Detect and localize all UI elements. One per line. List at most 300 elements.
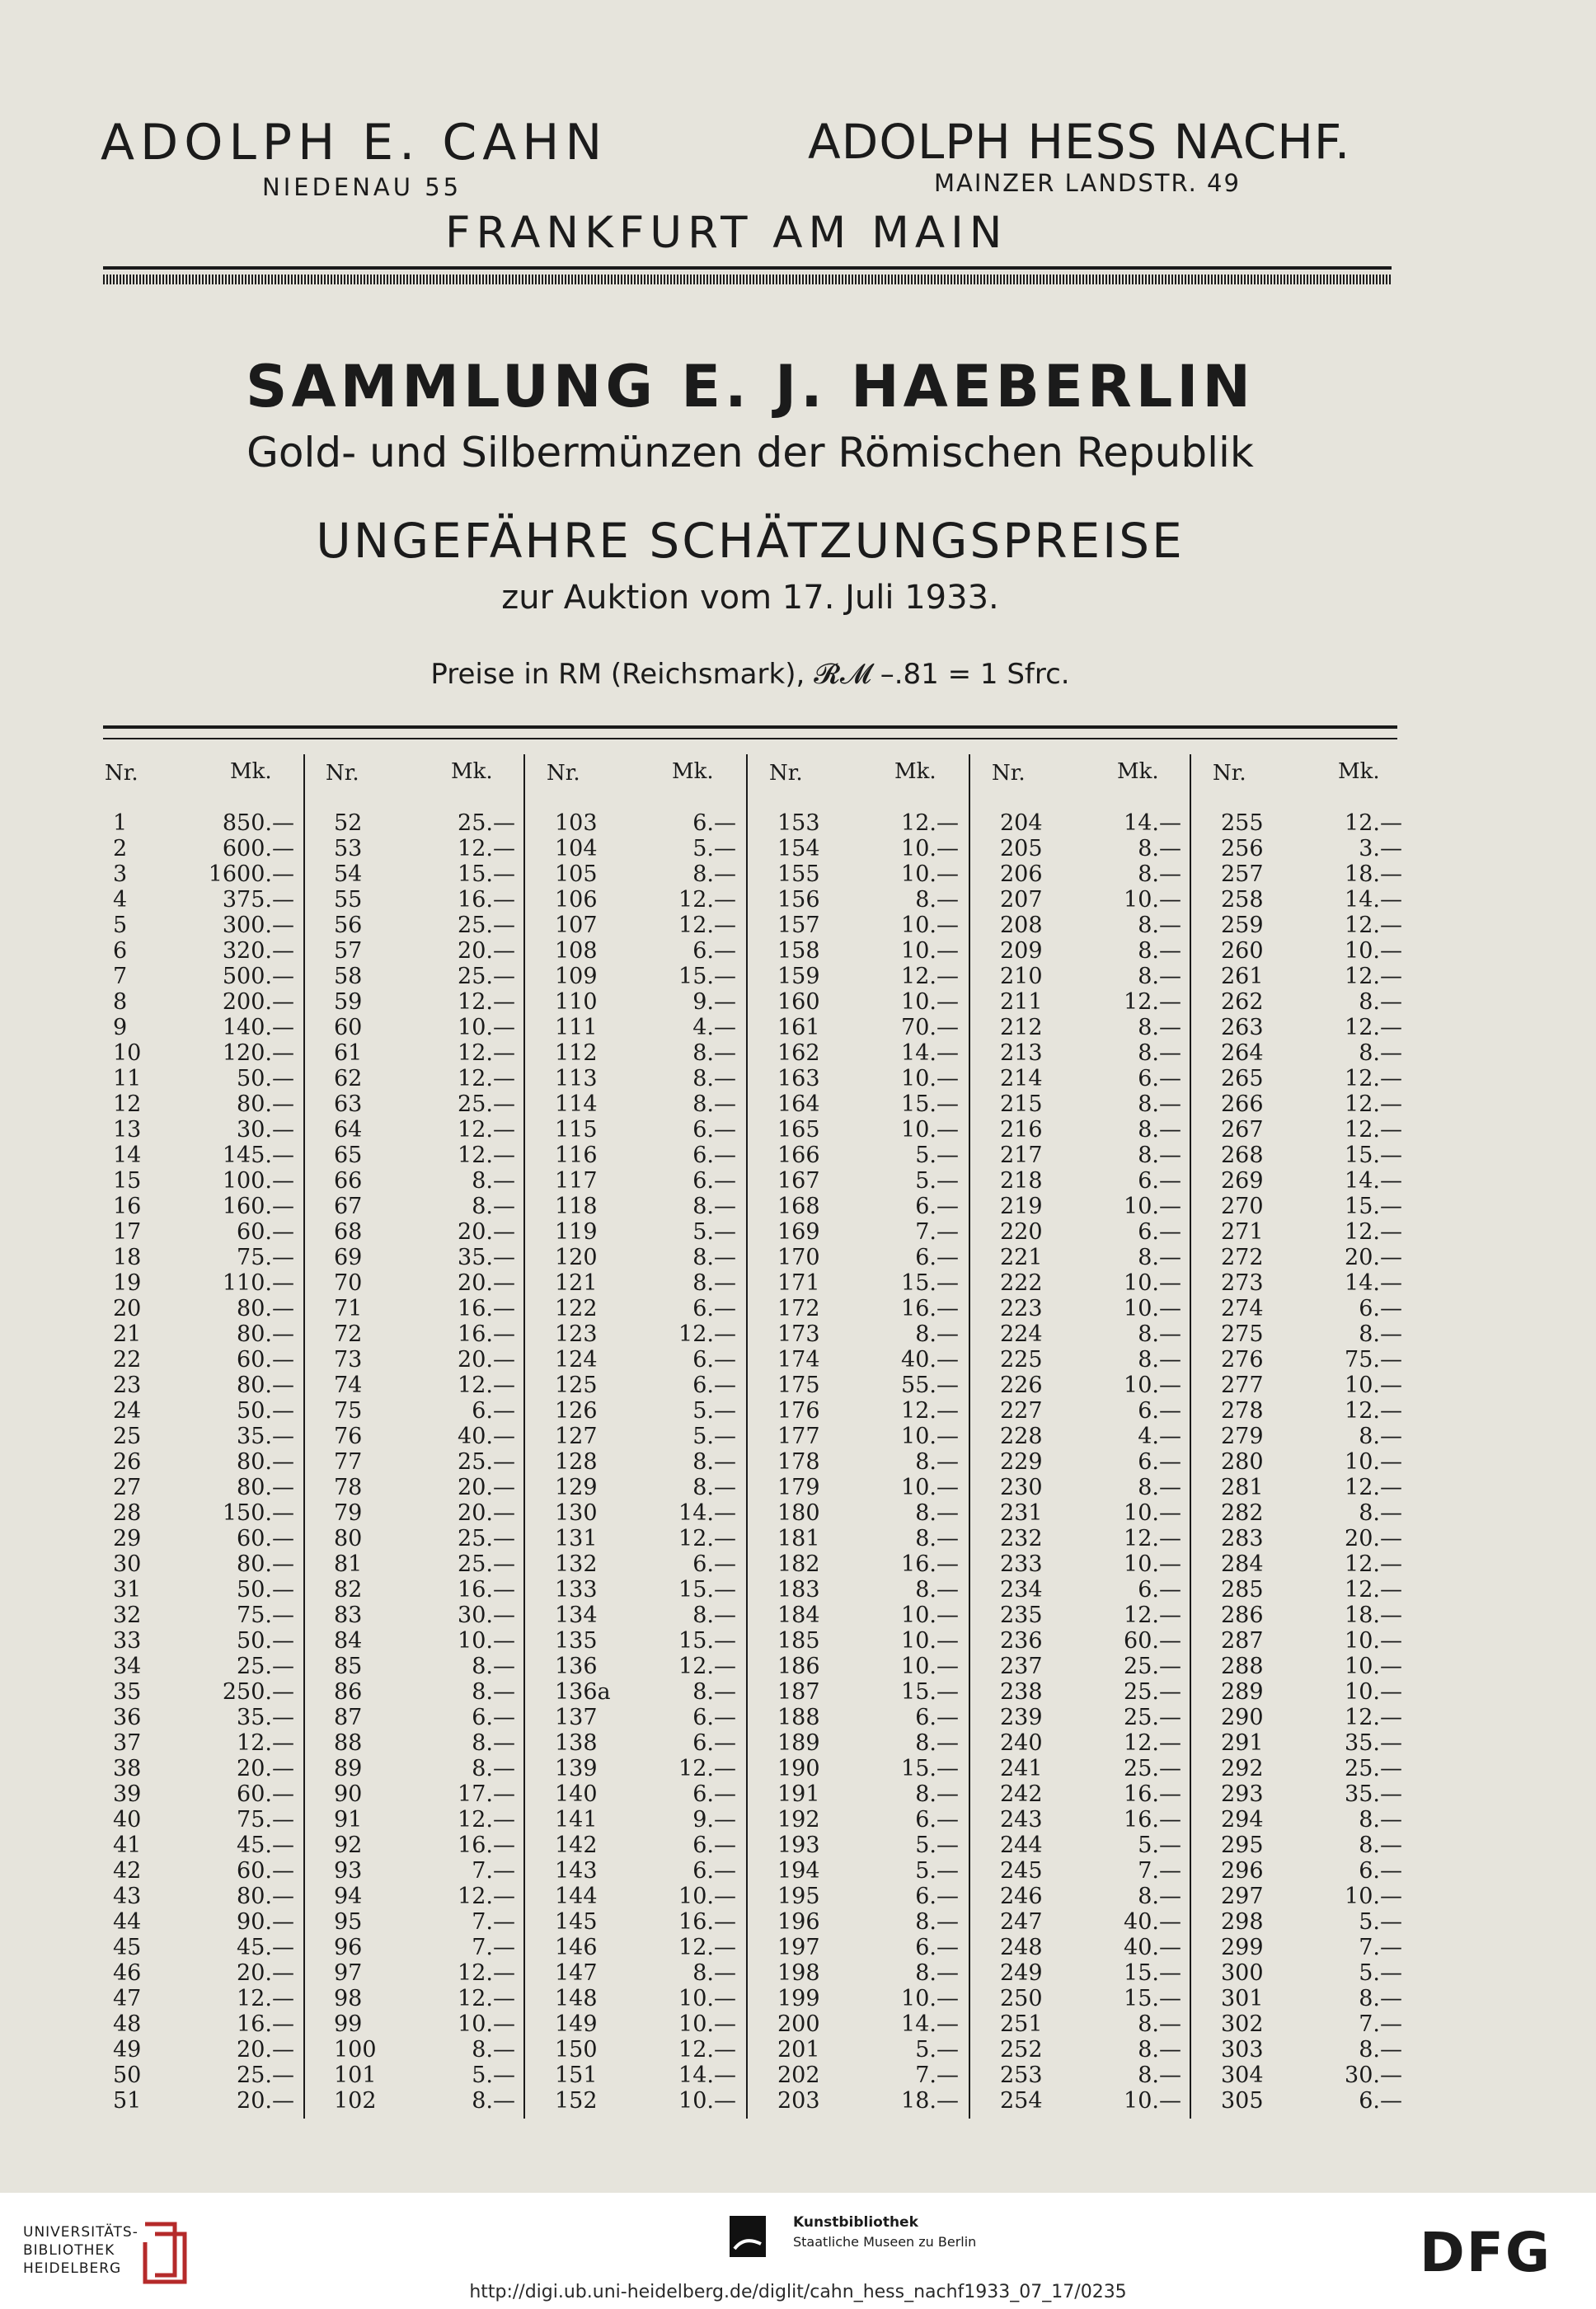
- lot-number: 252: [1000, 2037, 1043, 2063]
- column-header-nr: Nr.: [992, 761, 1026, 786]
- lot-number: 248: [1000, 1935, 1043, 1960]
- lot-price: 50.—: [237, 1577, 294, 1603]
- lot-number: 144: [555, 1884, 598, 1909]
- lot-number: 61: [334, 1040, 363, 1066]
- lot-price: 5.—: [692, 1424, 736, 1449]
- lot-number: 90: [334, 1781, 363, 1807]
- lot-price: 25.—: [458, 1551, 515, 1577]
- lot-price: 8.—: [1359, 1500, 1402, 1526]
- lot-price: 8.—: [1359, 989, 1402, 1015]
- lot-number: 123: [555, 1321, 598, 1347]
- lot-price: 35.—: [237, 1424, 294, 1449]
- lot-price: 6.—: [692, 1373, 736, 1398]
- lot-price: 6.—: [1138, 1449, 1181, 1475]
- lot-number: 38: [113, 1756, 142, 1781]
- lot-price: 8.—: [692, 1245, 736, 1270]
- lot-number: 34: [113, 1654, 142, 1679]
- lot-price: 6.—: [1359, 1858, 1402, 1884]
- lot-price: 7.—: [472, 1935, 515, 1960]
- lot-number: 66: [334, 1168, 363, 1194]
- lot-price: 9.—: [692, 989, 736, 1015]
- lot-number: 177: [777, 1424, 820, 1449]
- right-firm-address: MAINZER LANDSTR. 49: [934, 169, 1241, 197]
- header-rule: [103, 266, 1392, 270]
- lot-number: 115: [555, 1117, 598, 1143]
- lot-number: 110: [555, 989, 598, 1015]
- lot-price: 200.—: [222, 989, 294, 1015]
- lot-number: 57: [334, 938, 363, 964]
- lot-price: 60.—: [1124, 1628, 1181, 1654]
- lot-price: 8.—: [915, 1781, 959, 1807]
- lot-price: 8.—: [915, 1909, 959, 1935]
- lot-number: 28: [113, 1500, 142, 1526]
- lot-number: 205: [1000, 836, 1043, 861]
- column-header-mk: Mk.: [894, 759, 936, 784]
- lot-number: 49: [113, 2037, 142, 2063]
- lot-number: 290: [1221, 1705, 1264, 1730]
- lot-price: 6.—: [915, 1807, 959, 1833]
- lot-number: 45: [113, 1935, 142, 1960]
- lot-price: 6.—: [1138, 1219, 1181, 1245]
- city: FRANKFURT AM MAIN: [445, 208, 1008, 258]
- lot-price: 15.—: [678, 964, 736, 989]
- lot-number: 136a: [555, 1679, 611, 1705]
- lot-price: 8.—: [1138, 1117, 1181, 1143]
- lot-number: 77: [334, 1449, 363, 1475]
- lot-price: 10.—: [901, 1628, 959, 1654]
- lot-price: 20.—: [237, 2037, 294, 2063]
- lot-number: 84: [334, 1628, 363, 1654]
- lot-price: 16.—: [458, 1577, 515, 1603]
- lot-number: 274: [1221, 1296, 1264, 1321]
- lot-number: 185: [777, 1628, 820, 1654]
- lot-number: 18: [113, 1245, 142, 1270]
- lot-number: 222: [1000, 1270, 1043, 1296]
- lot-price: 6.—: [1359, 2088, 1402, 2114]
- price-table: [103, 754, 1402, 2114]
- lot-price: 10.—: [901, 836, 959, 861]
- lot-number: 219: [1000, 1194, 1043, 1219]
- lot-number: 109: [555, 964, 598, 989]
- lot-price: 8.—: [1138, 1884, 1181, 1909]
- lot-price: 12.—: [1345, 1066, 1402, 1091]
- lot-price: 6.—: [915, 1705, 959, 1730]
- lot-number: 55: [334, 887, 363, 913]
- lot-number: 100: [334, 2037, 377, 2063]
- lot-number: 158: [777, 938, 820, 964]
- lot-price: 12.—: [458, 1807, 515, 1833]
- lot-price: 25.—: [458, 810, 515, 836]
- lot-price: 70.—: [901, 1015, 959, 1040]
- lot-price: 16.—: [458, 1833, 515, 1858]
- lot-price: 8.—: [1138, 2037, 1181, 2063]
- lot-price: 10.—: [458, 2011, 515, 2037]
- lot-number: 101: [334, 2063, 377, 2088]
- lot-number: 258: [1221, 887, 1264, 913]
- lot-price: 5.—: [1138, 1833, 1181, 1858]
- lot-price: 8.—: [915, 887, 959, 913]
- lot-number: 146: [555, 1935, 598, 1960]
- lot-number: 284: [1221, 1551, 1264, 1577]
- lot-price: 16.—: [458, 887, 515, 913]
- lot-price: 80.—: [237, 1373, 294, 1398]
- lot-price: 5.—: [915, 1833, 959, 1858]
- lot-price: 50.—: [237, 1628, 294, 1654]
- lot-number: 139: [555, 1756, 598, 1781]
- lot-price: 10.—: [901, 913, 959, 938]
- lot-number: 164: [777, 1091, 820, 1117]
- lot-number: 114: [555, 1091, 598, 1117]
- lot-price: 8.—: [472, 1756, 515, 1781]
- lot-number: 293: [1221, 1781, 1264, 1807]
- lot-number: 297: [1221, 1884, 1264, 1909]
- lot-price: 6.—: [692, 1117, 736, 1143]
- lot-price: 25.—: [458, 1526, 515, 1551]
- lot-number: 191: [777, 1781, 820, 1807]
- lot-price: 40.—: [458, 1424, 515, 1449]
- lot-price: 100.—: [222, 1168, 294, 1194]
- lot-number: 7: [113, 964, 128, 989]
- header-rule-hatched: [103, 275, 1392, 284]
- lot-number: 208: [1000, 913, 1043, 938]
- lot-number: 178: [777, 1449, 820, 1475]
- column-header-mk: Mk.: [672, 759, 714, 784]
- lot-price: 12.—: [1345, 1577, 1402, 1603]
- lot-number: 111: [555, 1015, 598, 1040]
- lot-number: 5: [113, 913, 128, 938]
- lot-number: 143: [555, 1858, 598, 1884]
- lot-price: 6.—: [692, 1730, 736, 1756]
- lot-number: 283: [1221, 1526, 1264, 1551]
- lot-number: 69: [334, 1245, 363, 1270]
- lot-price: 17.—: [458, 1781, 515, 1807]
- lot-number: 294: [1221, 1807, 1264, 1833]
- column-header-nr: Nr.: [105, 761, 138, 786]
- lot-price: 12.—: [1345, 1015, 1402, 1040]
- lot-price: 12.—: [1345, 1117, 1402, 1143]
- lot-number: 279: [1221, 1424, 1264, 1449]
- lot-price: 5.—: [915, 1168, 959, 1194]
- auction-date: zur Auktion vom 17. Juli 1933.: [501, 579, 999, 617]
- lot-number: 287: [1221, 1628, 1264, 1654]
- lot-number: 289: [1221, 1679, 1264, 1705]
- lot-price: 8.—: [1138, 1015, 1181, 1040]
- lot-number: 46: [113, 1960, 142, 1986]
- lot-number: 124: [555, 1347, 598, 1373]
- lot-number: 79: [334, 1500, 363, 1526]
- lot-price: 30.—: [237, 1117, 294, 1143]
- lot-number: 268: [1221, 1143, 1264, 1168]
- lot-number: 292: [1221, 1756, 1264, 1781]
- column-header-mk: Mk.: [230, 759, 272, 784]
- prices-note: Preise in RM (Reichsmark), 𝓡𝓜 –.81 = 1 Sfrc.: [430, 658, 1070, 691]
- lot-price: 120.—: [222, 1040, 294, 1066]
- lot-price: 8.—: [692, 1270, 736, 1296]
- collection-subtitle: Gold- und Silbermünzen der Römischen Republik: [246, 429, 1254, 476]
- lot-number: 221: [1000, 1245, 1043, 1270]
- lot-price: 25.—: [458, 913, 515, 938]
- lot-price: 6.—: [692, 1143, 736, 1168]
- lot-price: 6.—: [692, 1781, 736, 1807]
- lot-number: 217: [1000, 1143, 1043, 1168]
- ub-line-1: UNIVERSITÄTS-: [23, 2224, 138, 2241]
- lot-number: 127: [555, 1424, 598, 1449]
- lot-number: 121: [555, 1270, 598, 1296]
- lot-number: 298: [1221, 1909, 1264, 1935]
- lot-price: 20.—: [458, 938, 515, 964]
- lot-number: 68: [334, 1219, 363, 1245]
- lot-number: 263: [1221, 1015, 1264, 1040]
- lot-price: 12.—: [901, 1398, 959, 1424]
- lot-price: 10.—: [1124, 887, 1181, 913]
- lot-price: 12.—: [1345, 1551, 1402, 1577]
- lot-price: 8.—: [915, 1449, 959, 1475]
- lot-number: 169: [777, 1219, 820, 1245]
- lot-number: 71: [334, 1296, 363, 1321]
- lot-price: 850.—: [222, 810, 294, 836]
- lot-number: 220: [1000, 1219, 1043, 1245]
- lot-number: 39: [113, 1781, 142, 1807]
- lot-price: 8.—: [1138, 938, 1181, 964]
- lot-number: 6: [113, 938, 128, 964]
- lot-number: 60: [334, 1015, 363, 1040]
- lot-number: 92: [334, 1833, 363, 1858]
- lot-price: 8.—: [1138, 964, 1181, 989]
- lot-price: 8.—: [692, 1040, 736, 1066]
- lot-price: 15.—: [1124, 1960, 1181, 1986]
- lot-number: 210: [1000, 964, 1043, 989]
- lot-price: 8.—: [472, 1730, 515, 1756]
- lot-number: 44: [113, 1909, 142, 1935]
- lot-number: 224: [1000, 1321, 1043, 1347]
- lot-number: 80: [334, 1526, 363, 1551]
- lot-number: 182: [777, 1551, 820, 1577]
- lot-number: 187: [777, 1679, 820, 1705]
- lot-number: 35: [113, 1679, 142, 1705]
- lot-number: 226: [1000, 1373, 1043, 1398]
- lot-price: 25.—: [1124, 1679, 1181, 1705]
- right-firm-name: ADOLPH HESS NACHF.: [808, 114, 1351, 170]
- lot-number: 225: [1000, 1347, 1043, 1373]
- lot-number: 17: [113, 1219, 142, 1245]
- lot-number: 275: [1221, 1321, 1264, 1347]
- lot-number: 243: [1000, 1807, 1043, 1833]
- lot-number: 172: [777, 1296, 820, 1321]
- lot-price: 25.—: [1124, 1756, 1181, 1781]
- lot-number: 266: [1221, 1091, 1264, 1117]
- column-header-nr: Nr.: [1213, 761, 1246, 786]
- lot-price: 7.—: [1359, 1935, 1402, 1960]
- lot-number: 141: [555, 1807, 598, 1833]
- lot-price: 25.—: [1124, 1654, 1181, 1679]
- lot-price: 10.—: [1345, 938, 1402, 964]
- lot-price: 15.—: [458, 861, 515, 887]
- lot-price: 40.—: [901, 1347, 959, 1373]
- lot-price: 6.—: [1138, 1398, 1181, 1424]
- lot-price: 12.—: [1345, 913, 1402, 938]
- lot-number: 19: [113, 1270, 142, 1296]
- lot-number: 29: [113, 1526, 142, 1551]
- lot-number: 304: [1221, 2063, 1264, 2088]
- lot-price: 75.—: [237, 1245, 294, 1270]
- column-header-mk: Mk.: [1338, 759, 1380, 784]
- lot-price: 14.—: [1124, 810, 1181, 836]
- lot-price: 40.—: [1124, 1909, 1181, 1935]
- lot-number: 179: [777, 1475, 820, 1500]
- lot-number: 267: [1221, 1117, 1264, 1143]
- lot-price: 10.—: [901, 1475, 959, 1500]
- lot-number: 163: [777, 1066, 820, 1091]
- lot-number: 148: [555, 1986, 598, 2011]
- lot-number: 242: [1000, 1781, 1043, 1807]
- lot-number: 183: [777, 1577, 820, 1603]
- lot-number: 11: [113, 1066, 142, 1091]
- lot-number: 206: [1000, 861, 1043, 887]
- lot-number: 194: [777, 1858, 820, 1884]
- lot-number: 87: [334, 1705, 363, 1730]
- lot-price: 25.—: [237, 2063, 294, 2088]
- lot-number: 52: [334, 810, 363, 836]
- lot-price: 20.—: [458, 1500, 515, 1526]
- lot-number: 195: [777, 1884, 820, 1909]
- lot-number: 9: [113, 1015, 128, 1040]
- lot-number: 152: [555, 2088, 598, 2114]
- lot-number: 211: [1000, 989, 1043, 1015]
- lot-price: 60.—: [237, 1219, 294, 1245]
- lot-number: 190: [777, 1756, 820, 1781]
- lot-number: 223: [1000, 1296, 1043, 1321]
- lot-price: 14.—: [1345, 887, 1402, 913]
- lot-price: 8.—: [692, 861, 736, 887]
- lot-price: 10.—: [1345, 1884, 1402, 1909]
- lot-price: 80.—: [237, 1551, 294, 1577]
- lot-price: 60.—: [237, 1781, 294, 1807]
- lot-number: 51: [113, 2088, 142, 2114]
- lot-number: 140: [555, 1781, 598, 1807]
- lot-number: 299: [1221, 1935, 1264, 1960]
- lot-price: 10.—: [901, 1986, 959, 2011]
- lot-number: 174: [777, 1347, 820, 1373]
- lot-number: 82: [334, 1577, 363, 1603]
- lot-number: 159: [777, 964, 820, 989]
- lot-number: 241: [1000, 1756, 1043, 1781]
- lot-price: 300.—: [222, 913, 294, 938]
- lot-number: 108: [555, 938, 598, 964]
- lot-number: 161: [777, 1015, 820, 1040]
- lot-number: 175: [777, 1373, 820, 1398]
- lot-price: 55.—: [901, 1373, 959, 1398]
- lot-number: 120: [555, 1245, 598, 1270]
- lot-number: 234: [1000, 1577, 1043, 1603]
- lot-price: 14.—: [901, 1040, 959, 1066]
- lot-price: 14.—: [678, 2063, 736, 2088]
- lot-number: 218: [1000, 1168, 1043, 1194]
- lot-price: 375.—: [222, 887, 294, 913]
- lot-price: 140.—: [222, 1015, 294, 1040]
- lot-number: 27: [113, 1475, 142, 1500]
- lot-price: 8.—: [692, 1960, 736, 1986]
- lot-number: 260: [1221, 938, 1264, 964]
- lot-price: 12.—: [458, 1066, 515, 1091]
- lot-price: 10.—: [678, 2088, 736, 2114]
- lot-number: 74: [334, 1373, 363, 1398]
- lot-number: 85: [334, 1654, 363, 1679]
- lot-number: 201: [777, 2037, 820, 2063]
- lot-number: 2: [113, 836, 128, 861]
- lot-price: 250.—: [222, 1679, 294, 1705]
- lot-number: 173: [777, 1321, 820, 1347]
- lot-number: 240: [1000, 1730, 1043, 1756]
- lot-number: 147: [555, 1960, 598, 1986]
- lot-number: 70: [334, 1270, 363, 1296]
- lot-number: 149: [555, 2011, 598, 2037]
- lot-number: 251: [1000, 2011, 1043, 2037]
- lot-number: 302: [1221, 2011, 1264, 2037]
- lot-price: 10.—: [1345, 1628, 1402, 1654]
- lot-price: 16.—: [1124, 1781, 1181, 1807]
- lot-price: 7.—: [915, 1219, 959, 1245]
- lot-price: 12.—: [1345, 964, 1402, 989]
- lot-number: 228: [1000, 1424, 1043, 1449]
- lot-number: 280: [1221, 1449, 1264, 1475]
- lot-number: 230: [1000, 1475, 1043, 1500]
- lot-price: 8.—: [1138, 861, 1181, 887]
- lot-price: 6.—: [1138, 1168, 1181, 1194]
- lot-price: 12.—: [678, 1526, 736, 1551]
- lot-number: 64: [334, 1117, 363, 1143]
- lot-number: 265: [1221, 1066, 1264, 1091]
- lot-price: 8.—: [472, 1168, 515, 1194]
- lot-number: 231: [1000, 1500, 1043, 1526]
- lot-price: 600.—: [222, 836, 294, 861]
- lot-number: 48: [113, 2011, 142, 2037]
- lot-price: 6.—: [472, 1705, 515, 1730]
- lot-number: 96: [334, 1935, 363, 1960]
- lot-price: 10.—: [901, 938, 959, 964]
- lot-number: 91: [334, 1807, 363, 1833]
- lot-price: 15.—: [901, 1091, 959, 1117]
- lot-price: 6.—: [1138, 1577, 1181, 1603]
- lot-number: 103: [555, 810, 598, 836]
- lot-number: 97: [334, 1960, 363, 1986]
- lot-number: 33: [113, 1628, 142, 1654]
- lot-number: 171: [777, 1270, 820, 1296]
- lot-number: 209: [1000, 938, 1043, 964]
- lot-number: 131: [555, 1526, 598, 1551]
- lot-number: 229: [1000, 1449, 1043, 1475]
- lot-price: 8.—: [472, 2088, 515, 2114]
- lot-price: 7.—: [472, 1858, 515, 1884]
- lot-price: 12.—: [458, 1040, 515, 1066]
- lot-number: 154: [777, 836, 820, 861]
- lot-price: 8.—: [1138, 836, 1181, 861]
- lot-number: 107: [555, 913, 598, 938]
- lot-price: 6.—: [692, 1296, 736, 1321]
- lot-price: 10.—: [678, 1986, 736, 2011]
- table-top-rule-1: [103, 725, 1397, 729]
- lot-number: 132: [555, 1551, 598, 1577]
- lot-number: 200: [777, 2011, 820, 2037]
- lot-number: 75: [334, 1398, 363, 1424]
- lot-price: 12.—: [678, 1756, 736, 1781]
- lot-number: 133: [555, 1577, 598, 1603]
- lot-price: 15.—: [1345, 1143, 1402, 1168]
- lot-price: 10.—: [458, 1628, 515, 1654]
- lot-number: 73: [334, 1347, 363, 1373]
- lot-price: 60.—: [237, 1526, 294, 1551]
- lot-number: 67: [334, 1194, 363, 1219]
- lot-number: 26: [113, 1449, 142, 1475]
